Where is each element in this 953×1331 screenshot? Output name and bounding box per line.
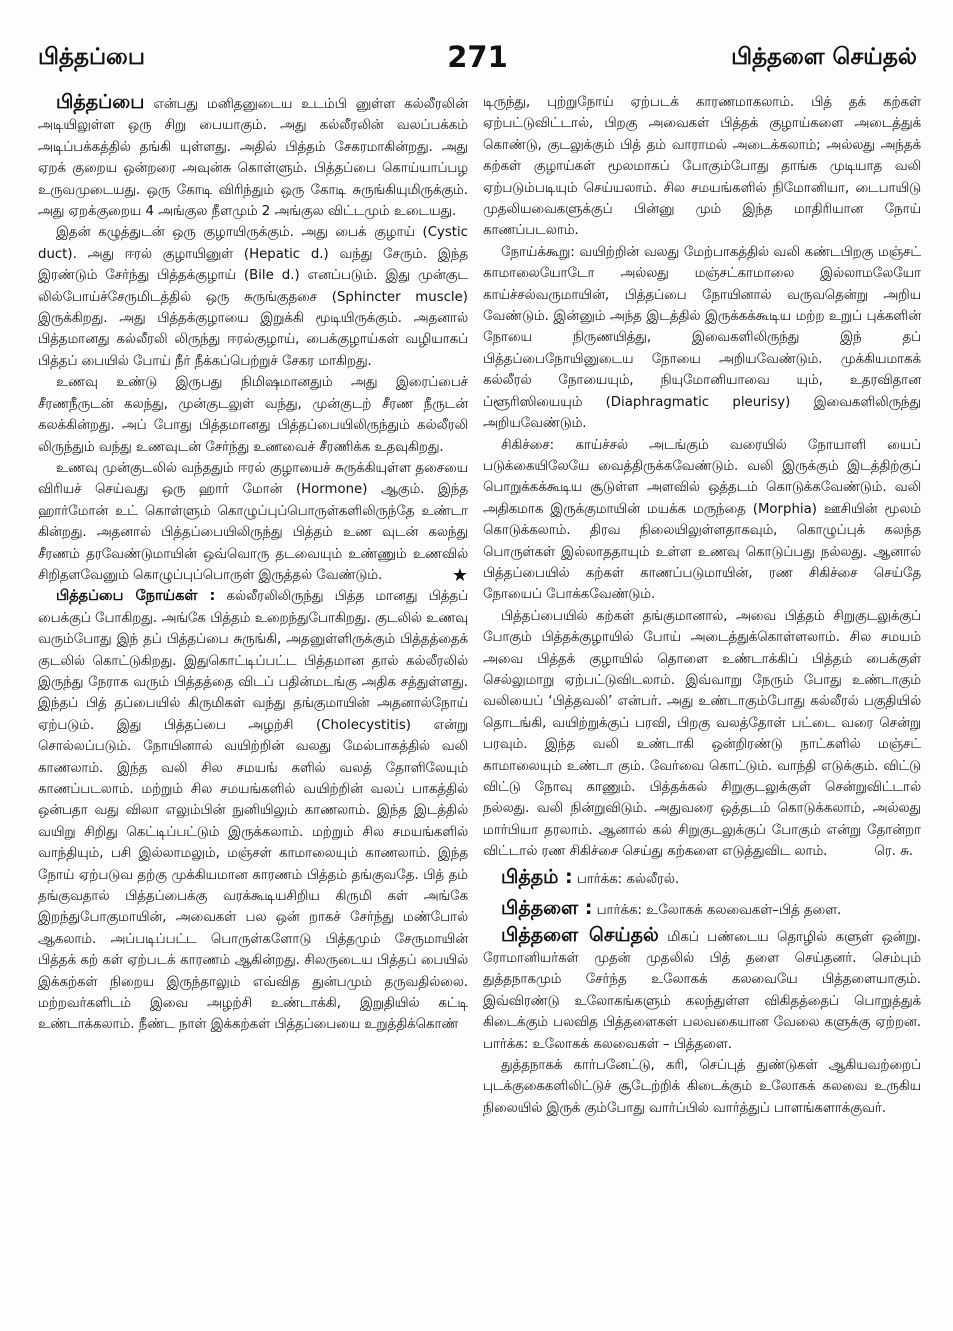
running-head-right: பித்தளை செய்தல் xyxy=(731,44,917,70)
running-head-left: பித்தப்பை xyxy=(38,44,145,70)
page-header xyxy=(38,40,917,80)
sub-heading: பித்தப்பை நோய்கள் : xyxy=(56,588,216,605)
entry-pittappai-intro xyxy=(38,92,468,222)
cross-reference: பார்க்க: கல்லீரல். xyxy=(572,871,680,887)
entry-headword: பித்தப்பை xyxy=(56,91,145,113)
paragraph-stones xyxy=(483,606,921,863)
cross-reference: பார்க்க: உலோகக் கலவைகள்–பித் தளை. xyxy=(592,902,842,918)
paragraph-digestion: உணவு உண்டு இருபது நிமிஷமானதும் அது இரைப்பைச் சீரணநீருடன் கலந்து, முன்குடலுள் வந்து, முன்குடற் சீரண நீருடன் கலக்கின்றது. அப் போது பித்தமானது பித்தப்பையிலிருந்தும் கல்லீரலி லிருந்தும் வந்து உணவுடன் சேர்ந்து உணவைச் சீரணிக்க உதவுகிறது. xyxy=(38,375,468,455)
paragraph-diseases xyxy=(38,586,468,1036)
paragraph-treatment: சிகிச்சை: காய்ச்சல் அடங்கும் வரையில் நோயாளி யைப் படுக்கையிலேயே வைத்திருக்கவேண்டும். வலி இருக்கும் இடத்திற்குப் பொறுக்கக்கூடிய சூடுள்ள அளவில் ஒத்தடம் கொடுக்கவேண்டும். வலி அதிகமாக இருக்குமாயின் மயக்க மருந்தை (Morphia) ஊசியின் மூலம் கொடுக்கலாம். திரவ நிலையிலுள்ளதாகவும், கொழுப்புக் கலந்த பொருள்கள் இல்லாததாயும் உள்ள உணவு கொடுப்பது நல்லது. ஆனால் பித்தப்பையில் கற்கள் காணப்படுமாயின், ரண சிகிச்சை செய்தே நோயைப் போக்கவேண்டும். xyxy=(483,437,921,603)
paragraph-text: உணவு முன்குடலில் வந்ததும் ஈரல் குழாயைச் சுருக்கியுள்ள தசையை விரியச் செய்வது ஒரு ஹார் மோன் (Hormone) ஆகும். இந்த ஹார்மோன் உட் கொள்ளும் கொழுப்புப்பொருள்களிலிருந்தே உண்டா கின்றது. அதனால் பித்தப்பையிலிருந்து பித்தம் உண வுடன் கலந்து சீரணம் தரவேண்டுமாயின் ஒவ்வொரு தடவையும் உண்ணும் உணவில் சிறிதளவேனும் கொழுப்புப்பொருள் இருத்தல் வேண்டும். xyxy=(38,460,468,583)
entry-pittalai xyxy=(483,894,921,925)
paragraph-text: மிகப் பண்டைய தொழில் களுள் ஒன்று. ரோமானியர்கள் முதன் முதலில் பித் தளை செய்தனர். செம்பும் துத்தநாகமும் சேர்ந்த உலோகக் கலவையே பித்தளையாகும். இவ்விரண்டு உலோகங்களும் கலந்துள்ள விகிதத்தைப் பொறுத்துக் கிடைக்கும் பலவித பித்தளைகள் பலவகையான வேலை களுக்கு ஏற்றன. பார்க்க: உலோகக் கலவைகள் – பித்தளை. xyxy=(483,929,922,1052)
entry-headword: பித்தம் : xyxy=(501,865,573,888)
left-column xyxy=(38,92,468,1036)
paragraph-continued: டிருந்து, புற்றுநோய் ஏற்படக் காரணமாகலாம். பித் தக் கற்கள் ஏற்பட்டுவிட்டால், பிறகு அவைகள் பித்தக் குழாய்களை அடைத்துக் கொண்டு, குடலுக்கும் பித் தம் வாராமல் அடைக்கலாம்; அல்லது அந்தக் கற்கள் குழாய்கள் மூலமாகப் போகும்போது தாங்க முடியாத வலி ஏற்படும்படியும் செய்யலாம். சில சமயங்களில் நிமோனியா, டைபாயிடு முதலியவைகளுக்குப் பின்னு மும் இந்த மாதிரியான நோய் காணப்படலாம். xyxy=(483,95,921,239)
paragraph-text: என்பது மனிதனுடைய உடம்பி னுள்ள கல்லீரலின் அடியிலுள்ள ஒரு சிறு பையாகும். அது கல்லீரலின் வலப்பக்கம் அடிப்பக்கத்தில் தங்கி யுள்ளது. அதில் பித்தம் சேகரமாகின்றது. அது ஏறக் குறைய ஒன்றரை அவுன்சு கொள்ளும். பித்தப்பை கொய்யாப்பழ உருவமுடையது. ஒரு கோடி விரிந்தும் ஒரு கோடி சுருங்கியுமிருக்கும். அது ஏறக்குறைய 4 அங்குல நீளமும் 2 அங்குல விட்டமும் உடையது. xyxy=(38,97,468,220)
paragraph-text: பித்தப்பையில் கற்கள் தங்குமானால், அவை பித்தம் சிறுகுடலுக்குப் போகும் பித்தக்குழாயில் போய் அடைத்துக்கொள்ளலாம். சில சமயம் அவை பித்தக் குழாயில் தொளை உண்டாக்கிப் பித்தம் பைக்குள் செல்லுமாறு ஏற்பட்டுவிடலாம். இவ்வாறு நேரும் போது உண்டாகும் வலியைப் ‘பித்தவலி’ என்பர். அது உண்டாகும்போது கல்லீரல் பகுதியில் தொடங்கி, வயிற்றுக்குப் பரவி, பிறகு வலத்தோள் பட்டை வரை சென்று பரவும். இந்த வலி உண்டாகி ஒன்றிரண்டு நாட்களில் மஞ்சட் காமாலையும் உண்டா கும். வேர்வை கொட்டும். வாந்தி எடுக்கும். விட்டு விட்டு நோவு காணும். பித்தக்கல் சிறுகுடலுக்குள் சென்றுவிட்டால் நல்லது. வலி நின்றுவிடும். அதுவரை ஒத்தடம் கொடுக்கலாம், அல்லது மார்பியா தரலாம். ஆனால் கல் சிறுகுடலுக்குப் போகும் என்று தோன்றா விட்டால் ரண சிகிச்சை செய்து கற்களை எடுத்துவிட லாம். xyxy=(483,608,921,860)
section-star-mark: ★ xyxy=(451,564,468,586)
author-signature: ரெ. சு. xyxy=(874,844,913,860)
page-number: 271 xyxy=(447,40,508,74)
paragraph-text: கல்லீரலிலிருந்து பித்த மானது பித்தப் பைக்குப் போகிறது. அங்கே பித்தம் உறைந்துபோகிறது. குடலில் உணவு வரும்போது இந் தப் பித்தப்பை சுருங்கி, அதனுள்ளிருக்கும் பித்தத்தைக் குடலில் கொட்டுகிறது. இதுகொட்டிப்பட்ட பித்தமான தால் கல்லீரலில் இருந்து நேராக வரும் பித்தத்தை விடப் பதின்மடங்கு அதிக சத்துள்ளது. இந்தப் பித் தப்பையில் கிருமிகள் வந்து தங்குமாயின் அதனால்நோய் ஏற்படும். இது பித்தப்பை அழற்சி (Cholecystitis) என்று சொல்லப்படும். நோயினால் வயிற்றின் வலது மேல்பாகத்தில் வலி காணலாம். இந்த வலி சில சமயங் களில் வலத் தோளிலேயும் காணப்படலாம். மற்றும் சில சமயங்களில் வயிற்றின் வலப் பாகத்தில் ஒன்பதா வது விலா எலும்பின் நுனியிலும் காணலாம். இந்த இடத்தில் வயிறு சிறிது கெட்டிப்பட்டும் இருக்கலாம். மற்றும் சில சமயங்களில் வாந்தியும், பசி இல்லாமலும், மஞ்சள் காமாலையும் காணலாம். இந்த நோய் ஏற்படுவ தற்கு முக்கியமான காரணம் பித்தம் தங்குவதே. பித் தம் தங்குவதால் பித்தப்பைக்கு வரக்கூடியசிறிய கிருமி கள் அங்கே இறந்துபோகுமாயின், அவைகள் பல ஒன் றாகச் சேர்ந்து மண்போல் ஆகலாம். அப்படிப்பட்ட பொருள்களோடு பித்தமும் சேருமாயின் பித்தக் கற் கள் ஏற்படக் காரணம் ஆகின்றது. சிலருடைய பித்தப் பையில் இக்கற்கள் நிறைய இருந்தாலும் எவ்வித துன்பமும் தருவதில்லை. மற்றவர்களிடம் இவை அழற்சி உண்டாக்கி, இறுதியில் கட்டி உண்டாக்கலாம். நீண்ட நாள் இக்கற்கள் பித்தப்பையை உறுத்திக்கொண் xyxy=(38,589,468,1033)
paragraph-symptoms: நோய்க்கூறு: வயிற்றின் வலது மேற்பாகத்தில் வலி கண்டபிறகு மஞ்சட் காமாலையோடோ அல்லது மஞ்சட்காமாலை இல்லாமலேயோ காய்ச்சல்வருமாயின், பித்தப்பை நோயினால் வருவதென்று அறிய வேண்டும். இன்னும் அந்த இடத்தில் இருக்கக்கூடிய மற்ற உறுப் புக்களின் நோயை நிருணயித்து, இவைகளிலிருந்து இந் தப் பித்தப்பைநோயினுடைய நோயை அறியவேண்டும். முக்கியமாகக் கல்லீரல் நோயையும், நியுமோனியாவை யும், உதரவிதான ப்ளூரிஸியையும் (Diaphragmatic pleurisy) இவைகளிலிருந்து அறியவேண்டும். xyxy=(483,244,921,432)
entry-pittam xyxy=(483,863,921,894)
entry-headword: பித்தளை செய்தல் xyxy=(501,923,659,946)
right-column xyxy=(483,92,921,1119)
paragraph-ducts: இதன் கழுத்துடன் ஒரு குழாயிருக்கும். அது பைக் குழாய் (Cystic duct). அது ஈரல் குழாயினுள் (Hepatic d.) வந்து சேரும். இந்த இரண்டும் சேர்ந்து பித்தக்குழாய் (Bile d.) எனப்படும். இது முன்குட லில்போய்ச்சேருமிடத்தில் ஒரு சுருங்குதசை (Sphincter muscle) இருக்கிறது. அது பித்தக்குழாயை இறுக்கி மூடியிருக்கும். அதனால் பித்தமானது கல்லீரலி லிருந்து ஈரல்குழாய், பைக்குழாய்கள் வழியாகப் பித்தப் பையில் போய் நீர் நீக்கப்பெற்றுச் சேகர மாகிறது. xyxy=(38,225,468,369)
entry-pittalai-seythal xyxy=(483,925,921,1055)
paragraph-hormone xyxy=(38,458,468,586)
entry-headword: பித்தளை : xyxy=(501,896,593,919)
paragraph-brass-making: துத்தநாகக் கார்பனேட்டு, கரி, செப்புத் துண்டுகள் ஆகியவற்றைப் புடக்குகைகளிலிட்டுச் சூடேற்றிக் கிடைக்கும் உலோகக் கலவை உருகிய நிலையில் இருக் கும்போது வார்ப்பில் வார்த்துப் பாளங்களாக்குவர். xyxy=(483,1058,921,1116)
